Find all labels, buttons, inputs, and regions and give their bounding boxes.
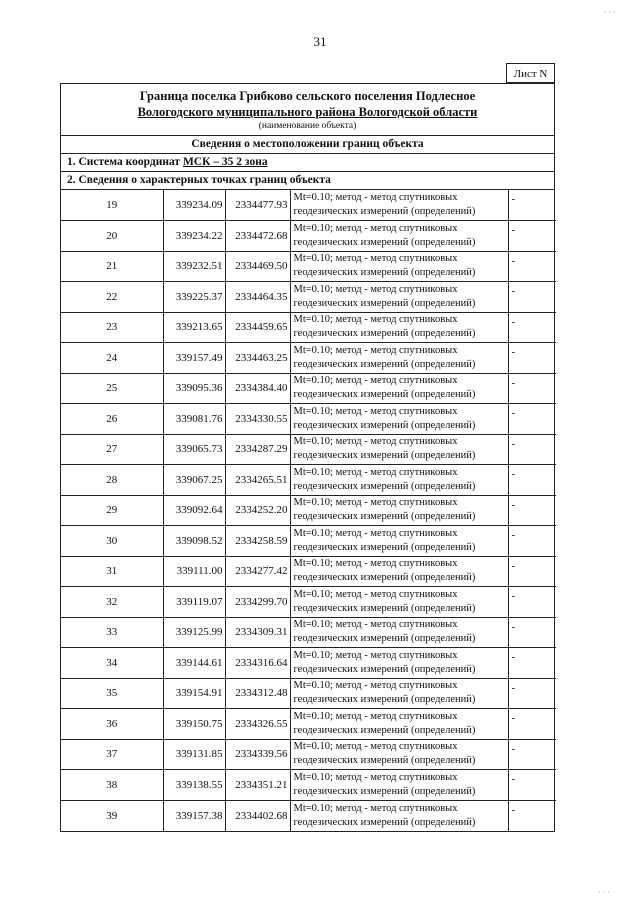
description-cell: - bbox=[508, 587, 556, 618]
table-row bbox=[61, 404, 556, 435]
method-line-2: геодезических измерений (определений) bbox=[293, 572, 476, 584]
method-line-1: Mt=0.10; метод - метод спутниковых bbox=[293, 222, 458, 234]
x-coordinate-cell: 339119.07 bbox=[163, 587, 225, 618]
title-line-1: Граница поселка Грибково сельского поселения Подлесное bbox=[139, 89, 476, 103]
x-coordinate-cell: 339150.75 bbox=[163, 709, 225, 740]
point-number-cell: 39 bbox=[61, 800, 163, 831]
y-coordinate-cell: 2334265.51 bbox=[225, 465, 290, 496]
description-cell: - bbox=[508, 556, 556, 587]
point-number-cell: 24 bbox=[61, 343, 163, 374]
description-cell: - bbox=[508, 282, 556, 313]
method-line-1: Mt=0.10; метод - метод спутниковых bbox=[293, 253, 458, 265]
y-coordinate-cell: 2334326.55 bbox=[225, 709, 290, 740]
method-line-1: Mt=0.10; метод - метод спутниковых bbox=[293, 497, 458, 509]
x-coordinate-cell: 339095.36 bbox=[163, 373, 225, 404]
table-row bbox=[61, 739, 556, 770]
description-cell: - bbox=[508, 526, 556, 557]
description-cell: - bbox=[508, 343, 556, 374]
point-number-cell: 38 bbox=[61, 770, 163, 801]
y-coordinate-cell: 2334464.35 bbox=[225, 282, 290, 313]
table-row bbox=[61, 282, 556, 313]
point-number-cell: 36 bbox=[61, 709, 163, 740]
point-number-cell: 34 bbox=[61, 648, 163, 679]
table-row bbox=[61, 251, 556, 282]
method-cell bbox=[290, 556, 508, 587]
table-row bbox=[61, 373, 556, 404]
x-coordinate-cell: 339125.99 bbox=[163, 617, 225, 648]
description-cell: - bbox=[508, 312, 556, 343]
method-line-2: геодезических измерений (определений) bbox=[293, 663, 476, 675]
y-coordinate-cell: 2334277.42 bbox=[225, 556, 290, 587]
table-row bbox=[61, 556, 556, 587]
method-cell bbox=[290, 526, 508, 557]
method-cell bbox=[290, 617, 508, 648]
point-number-cell: 35 bbox=[61, 678, 163, 709]
title-line-2: Вологодского муниципального района Вологодской области bbox=[137, 105, 478, 119]
y-coordinate-cell: 2334402.68 bbox=[225, 800, 290, 831]
method-line-1: Mt=0.10; метод - метод спутниковых bbox=[293, 588, 458, 600]
y-coordinate-cell: 2334309.31 bbox=[225, 617, 290, 648]
method-line-1: Mt=0.10; метод - метод спутниковых bbox=[293, 771, 458, 783]
method-line-1: Mt=0.10; метод - метод спутниковых bbox=[293, 436, 458, 448]
description-cell: - bbox=[508, 495, 556, 526]
table-row bbox=[61, 465, 556, 496]
method-line-2: геодезических измерений (определений) bbox=[293, 297, 476, 309]
method-line-2: геодезических измерений (определений) bbox=[293, 450, 476, 462]
x-coordinate-cell: 339092.64 bbox=[163, 495, 225, 526]
y-coordinate-cell: 2334312.48 bbox=[225, 678, 290, 709]
point-number-cell: 25 bbox=[61, 373, 163, 404]
method-line-2: геодезических измерений (определений) bbox=[293, 816, 476, 828]
description-cell: - bbox=[508, 465, 556, 496]
table-row bbox=[61, 221, 556, 252]
table-row bbox=[61, 678, 556, 709]
method-cell bbox=[290, 404, 508, 435]
description-cell: - bbox=[508, 709, 556, 740]
table-row bbox=[61, 312, 556, 343]
method-line-1: Mt=0.10; метод - метод спутниковых bbox=[293, 649, 458, 661]
title-block bbox=[61, 84, 554, 136]
method-line-2: геодезических измерений (определений) bbox=[293, 602, 476, 614]
x-coordinate-cell: 339065.73 bbox=[163, 434, 225, 465]
method-line-1: Mt=0.10; метод - метод спутниковых bbox=[293, 405, 458, 417]
method-cell bbox=[290, 648, 508, 679]
x-coordinate-cell: 339144.61 bbox=[163, 648, 225, 679]
table-row bbox=[61, 495, 556, 526]
points-section-heading: 2. Сведения о характерных точках границ объекта bbox=[61, 172, 554, 190]
method-cell bbox=[290, 495, 508, 526]
method-cell bbox=[290, 678, 508, 709]
y-coordinate-cell: 2334252.20 bbox=[225, 495, 290, 526]
method-line-1: Mt=0.10; метод - метод спутниковых bbox=[293, 741, 458, 753]
points-table-body bbox=[61, 190, 556, 831]
table-row bbox=[61, 526, 556, 557]
method-line-2: геодезических измерений (определений) bbox=[293, 785, 476, 797]
point-number-cell: 26 bbox=[61, 404, 163, 435]
corner-scan-mark: · · · bbox=[604, 8, 616, 17]
point-number-cell: 20 bbox=[61, 221, 163, 252]
method-line-1: Mt=0.10; метод - метод спутниковых bbox=[293, 680, 458, 692]
method-line-2: геодезических измерений (определений) bbox=[293, 755, 476, 767]
table-row bbox=[61, 709, 556, 740]
method-line-2: геодезических измерений (определений) bbox=[293, 633, 476, 645]
method-cell bbox=[290, 587, 508, 618]
x-coordinate-cell: 339157.49 bbox=[163, 343, 225, 374]
table-row bbox=[61, 587, 556, 618]
coord-system-label: 1. Система координат bbox=[67, 156, 181, 168]
method-cell bbox=[290, 251, 508, 282]
page-number: 31 bbox=[313, 34, 327, 49]
method-line-1: Mt=0.10; метод - метод спутниковых bbox=[293, 314, 458, 326]
description-cell: - bbox=[508, 251, 556, 282]
table-row bbox=[61, 648, 556, 679]
point-number-cell: 37 bbox=[61, 739, 163, 770]
y-coordinate-cell: 2334351.21 bbox=[225, 770, 290, 801]
y-coordinate-cell: 2334316.64 bbox=[225, 648, 290, 679]
point-number-cell: 27 bbox=[61, 434, 163, 465]
x-coordinate-cell: 339154.91 bbox=[163, 678, 225, 709]
x-coordinate-cell: 339111.00 bbox=[163, 556, 225, 587]
method-line-2: геодезических измерений (определений) bbox=[293, 389, 476, 401]
y-coordinate-cell: 2334463.25 bbox=[225, 343, 290, 374]
y-coordinate-cell: 2334469.50 bbox=[225, 251, 290, 282]
method-line-2: геодезических измерений (определений) bbox=[293, 206, 476, 217]
point-number-cell: 32 bbox=[61, 587, 163, 618]
y-coordinate-cell: 2334472.68 bbox=[225, 221, 290, 252]
table-row bbox=[61, 800, 556, 831]
y-coordinate-cell: 2334287.29 bbox=[225, 434, 290, 465]
x-coordinate-cell: 339138.55 bbox=[163, 770, 225, 801]
method-line-2: геодезических измерений (определений) bbox=[293, 694, 476, 706]
method-cell bbox=[290, 434, 508, 465]
y-coordinate-cell: 2334330.55 bbox=[225, 404, 290, 435]
method-line-1: Mt=0.10; метод - метод спутниковых bbox=[293, 802, 458, 814]
description-cell: - bbox=[508, 770, 556, 801]
x-coordinate-cell: 339234.09 bbox=[163, 190, 225, 221]
method-cell bbox=[290, 373, 508, 404]
method-cell bbox=[290, 800, 508, 831]
point-number-cell: 21 bbox=[61, 251, 163, 282]
point-number-cell: 23 bbox=[61, 312, 163, 343]
method-line-1: Mt=0.10; метод - метод спутниковых bbox=[293, 283, 458, 295]
method-line-1: Mt=0.10; метод - метод спутниковых bbox=[293, 192, 458, 203]
x-coordinate-cell: 339213.65 bbox=[163, 312, 225, 343]
x-coordinate-cell: 339131.85 bbox=[163, 739, 225, 770]
method-line-2: геодезических измерений (определений) bbox=[293, 328, 476, 340]
method-line-1: Mt=0.10; метод - метод спутниковых bbox=[293, 466, 458, 478]
table-row bbox=[61, 190, 556, 221]
description-cell: - bbox=[508, 739, 556, 770]
x-coordinate-cell: 339225.37 bbox=[163, 282, 225, 313]
y-coordinate-cell: 2334258.59 bbox=[225, 526, 290, 557]
method-line-1: Mt=0.10; метод - метод спутниковых bbox=[293, 344, 458, 356]
y-coordinate-cell: 2334384.40 bbox=[225, 373, 290, 404]
method-line-2: геодезических измерений (определений) bbox=[293, 236, 476, 248]
table-row bbox=[61, 434, 556, 465]
method-line-2: геодезических измерений (определений) bbox=[293, 541, 476, 553]
table-row bbox=[61, 343, 556, 374]
x-coordinate-cell: 339157.38 bbox=[163, 800, 225, 831]
table-row bbox=[61, 617, 556, 648]
method-cell bbox=[290, 282, 508, 313]
description-cell: - bbox=[508, 404, 556, 435]
point-number-cell: 31 bbox=[61, 556, 163, 587]
method-cell bbox=[290, 739, 508, 770]
description-cell: - bbox=[508, 800, 556, 831]
method-line-2: геодезических измерений (определений) bbox=[293, 358, 476, 370]
method-cell bbox=[290, 221, 508, 252]
method-cell bbox=[290, 190, 508, 221]
document-frame bbox=[60, 83, 555, 832]
table-row bbox=[61, 770, 556, 801]
method-cell bbox=[290, 465, 508, 496]
y-coordinate-cell: 2334299.70 bbox=[225, 587, 290, 618]
description-cell: - bbox=[508, 617, 556, 648]
method-cell bbox=[290, 770, 508, 801]
y-coordinate-cell: 2334459.65 bbox=[225, 312, 290, 343]
points-table bbox=[61, 190, 556, 831]
x-coordinate-cell: 339098.52 bbox=[163, 526, 225, 557]
description-cell: - bbox=[508, 373, 556, 404]
method-cell bbox=[290, 343, 508, 374]
coord-system-row bbox=[61, 154, 554, 172]
method-line-2: геодезических измерений (определений) bbox=[293, 267, 476, 279]
point-number-cell: 28 bbox=[61, 465, 163, 496]
point-number-cell: 19 bbox=[61, 190, 163, 221]
point-number-cell: 29 bbox=[61, 495, 163, 526]
point-number-cell: 33 bbox=[61, 617, 163, 648]
sheet-label: Лист N bbox=[513, 68, 548, 80]
description-cell: - bbox=[508, 678, 556, 709]
title-caption: (наименование объекта) bbox=[258, 121, 357, 131]
method-cell bbox=[290, 709, 508, 740]
description-cell: - bbox=[508, 190, 556, 221]
x-coordinate-cell: 339234.22 bbox=[163, 221, 225, 252]
method-line-2: геодезических измерений (определений) bbox=[293, 511, 476, 523]
description-cell: - bbox=[508, 648, 556, 679]
point-number-cell: 30 bbox=[61, 526, 163, 557]
section-location-heading: Сведения о местоположении границ объекта bbox=[61, 136, 554, 154]
bottom-scan-mark: · · · bbox=[598, 888, 610, 897]
method-line-2: геодезических измерений (определений) bbox=[293, 724, 476, 736]
method-line-1: Mt=0.10; метод - метод спутниковых bbox=[293, 710, 458, 722]
description-cell: - bbox=[508, 434, 556, 465]
method-cell bbox=[290, 312, 508, 343]
x-coordinate-cell: 339081.76 bbox=[163, 404, 225, 435]
y-coordinate-cell: 2334477.93 bbox=[225, 190, 290, 221]
method-line-1: Mt=0.10; метод - метод спутниковых bbox=[293, 619, 458, 631]
sheet-label-box bbox=[506, 63, 555, 83]
y-coordinate-cell: 2334339.56 bbox=[225, 739, 290, 770]
x-coordinate-cell: 339232.51 bbox=[163, 251, 225, 282]
method-line-2: геодезических измерений (определений) bbox=[293, 480, 476, 492]
x-coordinate-cell: 339067.25 bbox=[163, 465, 225, 496]
method-line-2: геодезических измерений (определений) bbox=[293, 419, 476, 431]
coord-system-value: МСК – 35 2 зона bbox=[182, 156, 268, 168]
method-line-1: Mt=0.10; метод - метод спутниковых bbox=[293, 375, 458, 387]
point-number-cell: 22 bbox=[61, 282, 163, 313]
method-line-1: Mt=0.10; метод - метод спутниковых bbox=[293, 527, 458, 539]
description-cell: - bbox=[508, 221, 556, 252]
method-line-1: Mt=0.10; метод - метод спутниковых bbox=[293, 558, 458, 570]
